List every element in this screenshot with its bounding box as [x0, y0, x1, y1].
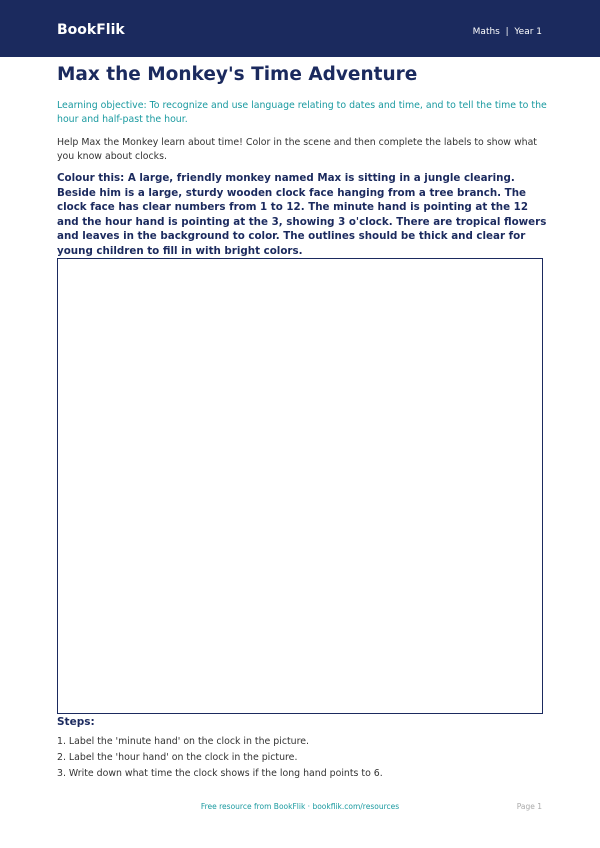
steps-list — [57, 734, 547, 782]
subject-year-label: Maths | Year 1 — [472, 27, 542, 37]
page-number: Page 1 — [516, 802, 542, 811]
colouring-drawing-area[interactable] — [57, 258, 543, 714]
brand-logo-text[interactable]: BookFlik — [57, 22, 125, 38]
footer-resource-link[interactable]: Free resource from BookFlik · bookflik.com/resources — [200, 802, 400, 811]
steps-heading: Steps: — [57, 716, 95, 728]
intro-text: Help Max the Monkey learn about time! Color in the scene and then complete the labels to show what you know about clocks. — [57, 137, 537, 162]
colour-this-prompt: Colour this: A large, friendly monkey named Max is sitting in a jungle clearing. Beside him is a large, sturdy wooden clock face hanging from a tree branch. The clock face has clear numbers from 1 to 12. The minute hand is pointing at the 12 and the hour hand is pointing at the 3, showing 3 o'clock. There are tropical flowers and leaves in the background to color. The outlines should be thick and clear for young children to fill in with bright colors. — [57, 172, 547, 257]
learning-objective: Learning objective: To recognize and use language relating to dates and time, and to tell the time to the hour and half-past the hour. — [57, 100, 547, 125]
step-item: 1. Label the 'minute hand' on the clock in the picture. — [57, 736, 310, 747]
step-item: 3. Write down what time the clock shows if the long hand points to 6. — [57, 768, 383, 779]
header-bar — [0, 0, 600, 57]
page-title: Max the Monkey's Time Adventure — [57, 64, 418, 85]
step-item: 2. Label the 'hour hand' on the clock in the picture. — [57, 752, 298, 763]
